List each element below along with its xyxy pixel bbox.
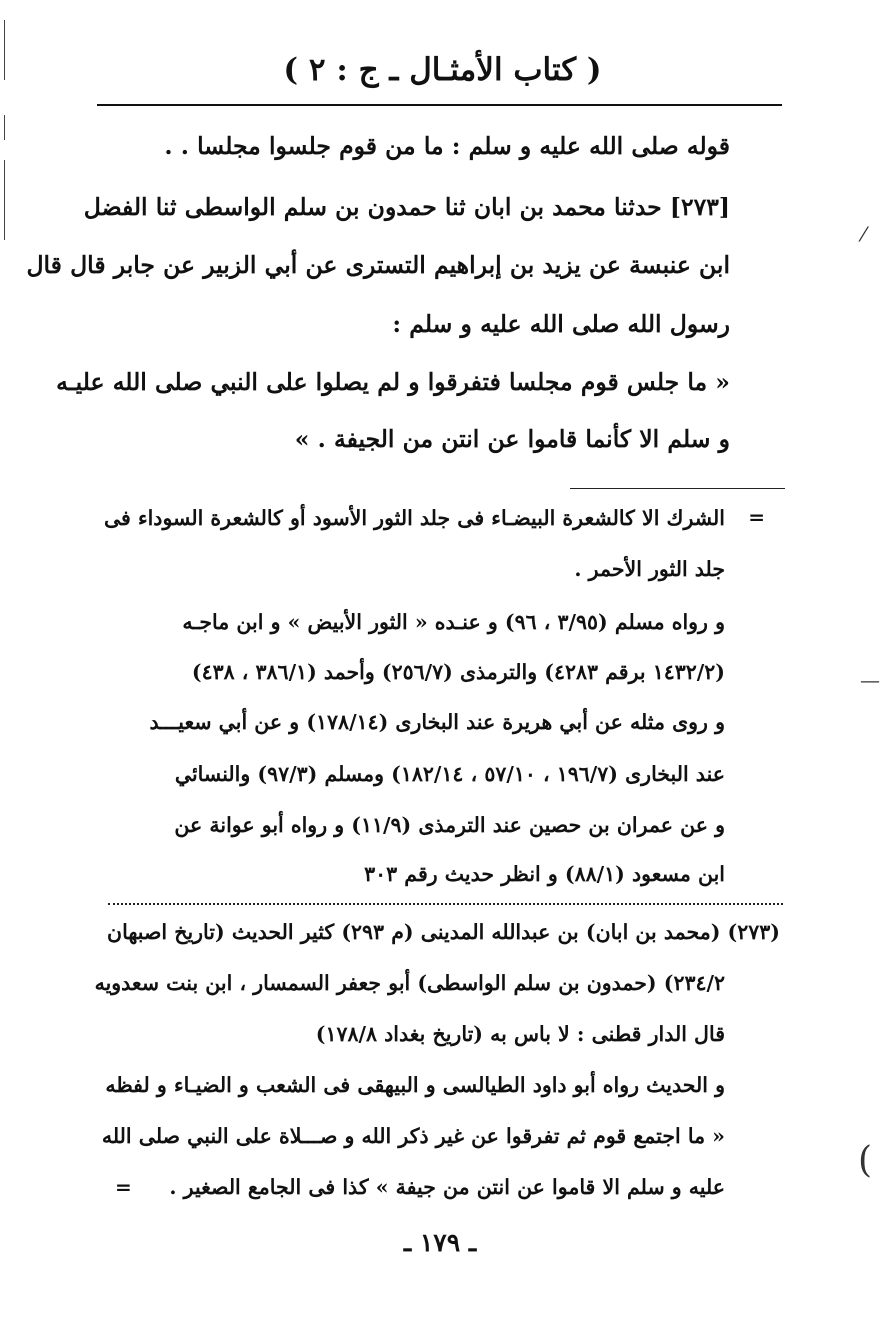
footnote-line: ٢٣٤/٢) (حمدون بن سلم الواسطى) أبو جعفر السمسار ، ابن بنت سعدويه [94, 971, 725, 995]
footnote-line: جلد الثور الأحمر . [574, 557, 725, 581]
continuation-marker: = [748, 505, 765, 529]
margin-mark [4, 115, 5, 140]
running-header: ( كتاب الأمثـال ـ ج : ٢ ) [283, 52, 602, 88]
footnote-line: و الحديث رواه أبو داود الطيالسى و البيهقى فى الشعب و الضيـاء و لفظه [105, 1073, 725, 1097]
page-number: ـ ١٧٩ ـ [403, 1228, 477, 1257]
footnote-line: و روى مثله عن أبي هريرة عند البخارى (١٧٨/١٤) و عن أبي سعيـــد [149, 710, 725, 734]
header-rule [97, 104, 782, 106]
footnote-line: قال الدار قطنى : لا باس به (تاريخ بغداد ١٧٨/٨) [315, 1022, 725, 1046]
body-line: [٢٧٣] حدثنا محمد بن ابان ثنا حمدون بن سلم الواسطى ثنا الفضل [83, 193, 730, 221]
body-line: رسول الله صلى الله عليه و سلم : [392, 310, 730, 338]
footnote-line: (١٤٣٢/٢ برقم ٤٢٨٣) والترمذى (٢٥٦/٧) وأحمد (٣٨٦/١ ، ٤٣٨) [191, 660, 725, 684]
footnote-line: عليه و سلم الا قاموا عن انتن من جيفة » كذا فى الجامع الصغير . [169, 1175, 725, 1199]
footnote-line: ابن مسعود (٨٨/١) و انظر حديث رقم ٣٠٣ [364, 862, 725, 886]
body-line: و سلم الا كأنما قاموا عن انتن من الجيفة . » [294, 425, 730, 453]
footnote-separator-wavy [108, 903, 783, 905]
margin-mark [4, 20, 5, 80]
body-line: قوله صلى الله عليه و سلم : ما من قوم جلسوا مجلسا . . [164, 132, 730, 160]
margin-scratch-mark: ⁄ [862, 222, 866, 246]
footnote-separator [570, 488, 785, 489]
footnote-line: « ما اجتمع قوم ثم تفرقوا عن غير ذكر الله و صـــلاة على النبي صلى الله [101, 1124, 725, 1148]
continuation-marker: = [115, 1175, 132, 1199]
footnote-line: الشرك الا كالشعرة البيضـاء فى جلد الثور الأسود أو كالشعرة السوداء فى [103, 506, 725, 530]
footnote-line: و عن عمران بن حصين عند الترمذى (١١/٩) و رواه أبو عوانة عن [174, 813, 725, 837]
footnote-line: (٢٧٣) (محمد بن ابان) بن عبدالله المدينى (م ٢٩٣) كثير الحديث (تاريخ اصبهان [107, 920, 780, 944]
footnote-line: و رواه مسلم (٣/٩٥ ، ٩٦) و عنـده « الثور الأبيض » و ابن ماجـه [182, 610, 725, 634]
margin-scratch-mark: — [860, 668, 880, 692]
body-line: ابن عنبسة عن يزيد بن إبراهيم التسترى عن أبي الزبير عن جابر قال قال [26, 251, 730, 279]
footnote-line: عند البخارى (١٩٦/٧ ، ٥٧/١٠ ، ١٨٢/١٤) ومسلم (٩٧/٣) والنسائي [174, 762, 725, 786]
margin-mark [4, 160, 5, 240]
margin-scratch-mark: ( [858, 1140, 873, 1181]
body-line: « ما جلس قوم مجلسا فتفرقوا و لم يصلوا على النبي صلى الله عليـه [56, 368, 730, 396]
